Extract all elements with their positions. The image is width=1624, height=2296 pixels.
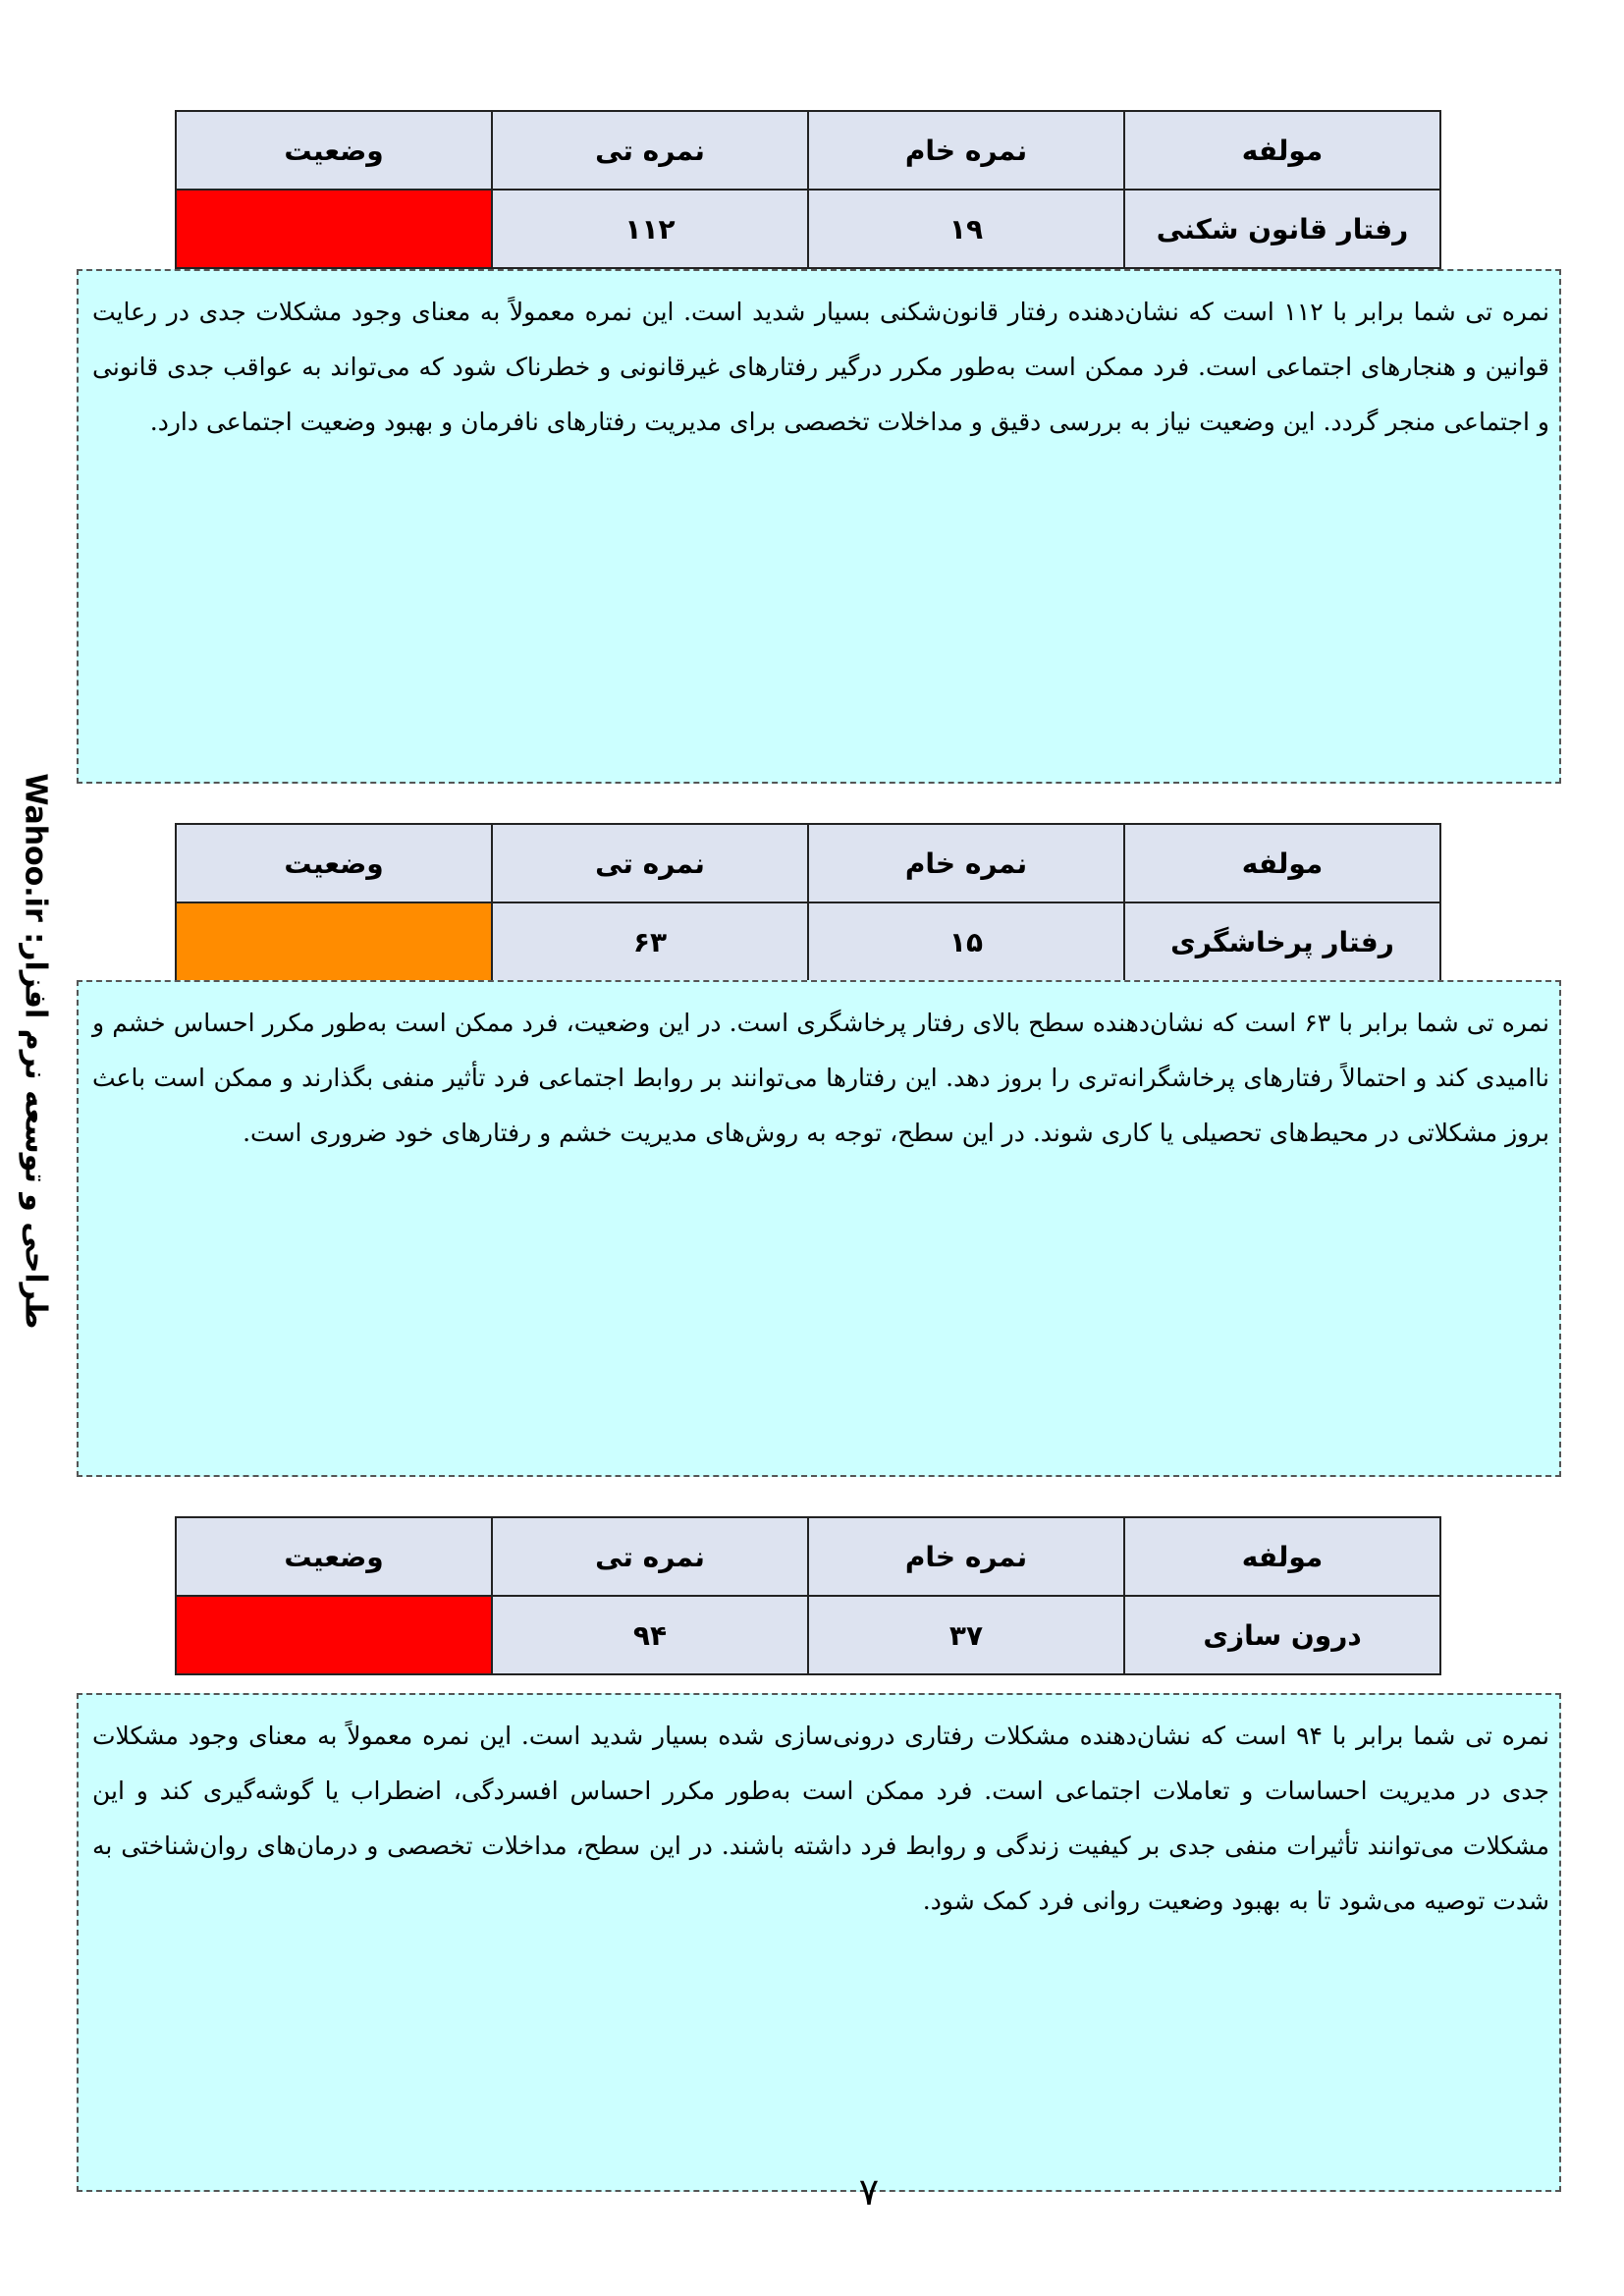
table-row — [176, 902, 1440, 981]
score-table-3 — [175, 1516, 1441, 1675]
raw-score-value: ۱۹ — [808, 190, 1124, 268]
header-t-score: نمره تی — [492, 111, 808, 190]
table-header-row — [176, 824, 1440, 902]
header-status: وضعیت — [176, 824, 492, 902]
raw-score-value: ۱۵ — [808, 902, 1124, 981]
score-table-1 — [175, 110, 1441, 269]
description-text: نمره تی شما برابر با ۹۴ است که نشان‌دهنده مشکلات رفتاری درونی‌سازی شده بسیار شدید است. این نمره معمولاً به معنای وجود مشکلات جدی در مدیریت احساسات و تعاملات اجتماعی است. فرد ممکن است به‌طور مکرر احساس افسردگی، اضطراب یا گوشه‌گیری کند و این مشکلات می‌توانند تأثیرات منفی جدی بر کیفیت زندگی و روابط فرد داشته باشند. در این سطح، مداخلات تخصصی و درمان‌های روان‌شناختی به شدت توصیه می‌شود تا به بهبود وضعیت روانی فرد کمک شود. — [92, 1722, 1549, 1915]
table-row — [176, 190, 1440, 268]
t-score-value: ۶۳ — [492, 902, 808, 981]
header-component: مولفه — [1124, 1517, 1440, 1596]
t-score-value: ۹۴ — [492, 1596, 808, 1674]
description-text: نمره تی شما برابر با ۱۱۲ است که نشان‌دهنده رفتار قانون‌شکنی بسیار شدید است. این نمره معمولاً به معنای وجود مشکلات جدی در رعایت قوانین و هنجارهای اجتماعی است. فرد ممکن است به‌طور مکرر درگیر رفتارهای غیرقانونی و خطرناک شود که می‌تواند به عواقب جدی قانونی و اجتماعی منجر گردد. این وضعیت نیاز به بررسی دقیق و مداخلات تخصصی برای مدیریت رفتارهای نافرمان و بهبود وضعیت اجتماعی دارد. — [92, 298, 1549, 436]
page-number: ۷ — [858, 2170, 880, 2214]
header-component: مولفه — [1124, 824, 1440, 902]
score-table-2 — [175, 823, 1441, 982]
component-name: درون سازی — [1124, 1596, 1440, 1674]
component-name: رفتار پرخاشگری — [1124, 902, 1440, 981]
description-box-2 — [77, 980, 1561, 1477]
status-indicator — [176, 190, 492, 268]
header-t-score: نمره تی — [492, 1517, 808, 1596]
status-indicator — [176, 1596, 492, 1674]
header-raw-score: نمره خام — [808, 824, 1124, 902]
table-header-row — [176, 111, 1440, 190]
component-name: رفتار قانون شکنی — [1124, 190, 1440, 268]
header-component: مولفه — [1124, 111, 1440, 190]
header-raw-score: نمره خام — [808, 111, 1124, 190]
status-indicator — [176, 902, 492, 981]
raw-score-value: ۳۷ — [808, 1596, 1124, 1674]
description-text: نمره تی شما برابر با ۶۳ است که نشان‌دهنده سطح بالای رفتار پرخاشگری است. در این وضعیت، فرد ممکن است به‌طور مکرر احساس خشم و ناامیدی کند و احتمالاً رفتارهای پرخاشگرانه‌تری را بروز دهد. این رفتارها می‌توانند بر روابط اجتماعی فرد تأثیر منفی بگذارند و ممکن است باعث بروز مشکلاتی در محیط‌های تحصیلی یا کاری شوند. در این سطح، توجه به روش‌های مدیریت خشم و رفتارهای خود ضروری است. — [92, 1009, 1549, 1147]
description-box-3 — [77, 1693, 1561, 2192]
table-header-row — [176, 1517, 1440, 1596]
header-status: وضعیت — [176, 1517, 492, 1596]
header-raw-score: نمره خام — [808, 1517, 1124, 1596]
side-credit-text: طراحی و توسعه نرم افزار: Wahoo.ir — [18, 772, 53, 1330]
side-credit-label — [14, 772, 57, 1330]
header-t-score: نمره تی — [492, 824, 808, 902]
table-row — [176, 1596, 1440, 1674]
description-box-1 — [77, 269, 1561, 784]
t-score-value: ۱۱۲ — [492, 190, 808, 268]
header-status: وضعیت — [176, 111, 492, 190]
